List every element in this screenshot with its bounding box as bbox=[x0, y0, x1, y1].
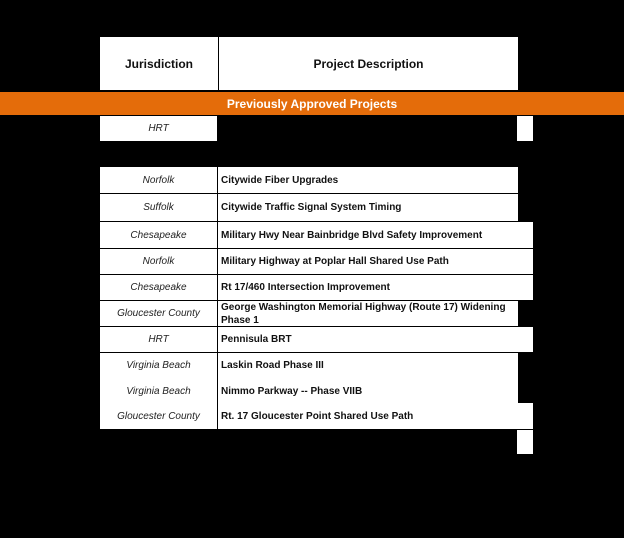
header-jurisdiction: Jurisdiction bbox=[100, 37, 218, 90]
jurisdiction-cell: Chesapeake bbox=[100, 275, 217, 300]
description-cell: George Washington Memorial Highway (Route 17) Widening Phase 1 bbox=[218, 301, 518, 326]
jurisdiction-cell: Norfolk bbox=[100, 167, 217, 193]
section-previously-approved: Previously Approved Projects bbox=[0, 92, 624, 115]
description-cell: Military Highway at Poplar Hall Shared Use Path bbox=[218, 249, 533, 274]
description-cell: Rt 17/460 Intersection Improvement bbox=[218, 275, 533, 300]
description-cell: Military Hwy Near Bainbridge Blvd Safety Improvement bbox=[218, 222, 533, 248]
right-edge-block bbox=[517, 116, 533, 141]
jurisdiction-cell: HRT bbox=[100, 116, 217, 141]
jurisdiction-cell: Virginia Beach bbox=[100, 353, 217, 378]
description-cell: Pennisula BRT bbox=[218, 327, 533, 352]
description-cell: Citywide Traffic Signal System Timing bbox=[218, 194, 518, 221]
jurisdiction-cell: Gloucester County bbox=[100, 404, 217, 429]
jurisdiction-cell: Norfolk bbox=[100, 249, 217, 274]
jurisdiction-cell: Virginia Beach bbox=[100, 378, 217, 404]
header-project-description: Project Description bbox=[219, 37, 518, 90]
description-cell: Nimmo Parkway -- Phase VIIB bbox=[218, 378, 518, 404]
description-cell: Citywide Fiber Upgrades bbox=[218, 167, 518, 193]
jurisdiction-cell: Chesapeake bbox=[100, 222, 217, 248]
jurisdiction-cell: HRT bbox=[100, 327, 217, 352]
description-cell: Laskin Road Phase III bbox=[218, 353, 518, 378]
right-edge-block bbox=[517, 430, 533, 454]
jurisdiction-cell: Suffolk bbox=[100, 194, 217, 221]
merged-cell-filler bbox=[100, 403, 217, 405]
jurisdiction-cell: Gloucester County bbox=[100, 301, 217, 326]
description-cell: Rt. 17 Gloucester Point Shared Use Path bbox=[218, 403, 533, 429]
